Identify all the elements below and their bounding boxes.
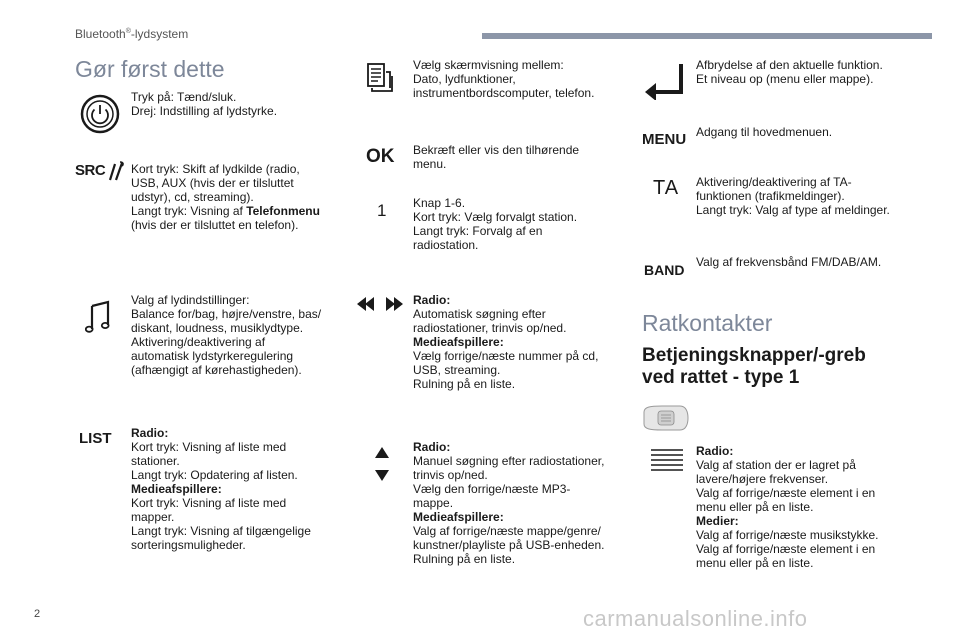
page-number: 2 bbox=[34, 608, 41, 620]
section-title-first: Gør først dette bbox=[75, 56, 225, 82]
watermark: carmanualsonline.info bbox=[583, 606, 808, 631]
up-down-description: Radio: Manuel søgning efter radiostationer, trinvis op/ned. Vælg den forrige/næste MP3- mappe. Medieafspillere: Valg af forrige/næste mappe/genre/ kunstner/playliste på USB-enheden. Rulning på en liste. bbox=[413, 440, 605, 566]
back-description: Afbrydelse af den aktuelle funktion. Et niveau op (menu eller mappe). bbox=[696, 58, 883, 86]
ta-label: TA bbox=[653, 177, 680, 199]
steering-control-illustration bbox=[640, 404, 690, 432]
ta-description: Aktivering/deaktivering af TA- funktionen (trafikmeldinger). Langt tryk: Valg af type af meldinger. bbox=[696, 175, 890, 217]
ok-label: OK bbox=[366, 146, 395, 167]
thumbwheel-icon bbox=[649, 448, 685, 472]
running-header: Bluetooth®-lydsystem bbox=[75, 27, 189, 41]
preset-description: Knap 1-6. Kort tryk: Vælg forvalgt station. Langt tryk: Forvalg af en radiostation. bbox=[413, 196, 578, 252]
screen-select-description: Vælg skærmvisning mellem: Dato, lydfunktioner, instrumentbordscomputer, telefon. bbox=[413, 58, 595, 100]
band-label: BAND bbox=[644, 262, 685, 278]
section-title-steering-controls: Ratkontakter bbox=[642, 310, 773, 336]
band-description: Valg af frekvensbånd FM/DAB/AM. bbox=[696, 255, 882, 269]
up-down-arrows-icon bbox=[374, 447, 390, 481]
ok-description: Bekræft eller vis den tilhørende menu. bbox=[413, 143, 580, 171]
list-description: Radio: Kort tryk: Visning af liste med stationer. Langt tryk: Opdatering af listen. Medieafspillere: Kort tryk: Visning af liste med mapper. Langt tryk: Visning af tilgængelige sorteringsmuligheder. bbox=[131, 426, 311, 552]
src-button-icon bbox=[75, 160, 125, 184]
seek-description: Radio: Automatisk søgning efter radiostationer, trinvis op/ned. Medieafspillere: Vælg forrige/næste nummer på cd, USB, streaming. Rulning på en liste. bbox=[413, 293, 599, 391]
preset-number-label: 1 bbox=[377, 201, 387, 220]
music-description: Valg af lydindstillinger: Balance for/bag, højre/venstre, bas/ diskant, loudness, musiklydtype. Aktivering/deaktivering af automatisk lydstyrkeregulering (afhængigt af kørehastigheden). bbox=[131, 293, 322, 377]
thumbwheel-description: Radio: Valg af station der er lagret på lavere/højere frekvenser. Valg af forrige/næste element i en menu eller på en liste. Medier: Valg af forrige/næste musikstykke. Valg af forrige/næste element i en menu eller på en liste. bbox=[696, 444, 879, 570]
screen-select-icon bbox=[366, 62, 394, 94]
src-description: Kort tryk: Skift af lydkilde (radio, USB, AUX (hvis der er tilsluttet udstyr), cd, streaming). Langt tryk: Visning af Telefonmenu (hvis der er tilsluttet en telefon). bbox=[131, 162, 320, 232]
power-description: Tryk på: Tænd/sluk. Drej: Indstilling af lydstyrke. bbox=[131, 90, 278, 118]
list-label: LIST bbox=[79, 430, 112, 447]
music-note-icon bbox=[85, 300, 111, 334]
steering-controls-subtitle: Betjeningsknapper/-greb ved rattet - type 1 bbox=[642, 345, 866, 388]
src-label: SRC bbox=[75, 162, 106, 179]
power-icon bbox=[80, 94, 120, 134]
header-bar bbox=[482, 33, 932, 39]
back-arrow-icon bbox=[645, 62, 685, 100]
menu-description: Adgang til hovedmenuen. bbox=[696, 125, 833, 139]
seek-arrows-icon bbox=[357, 296, 403, 312]
menu-label: MENU bbox=[642, 131, 687, 148]
